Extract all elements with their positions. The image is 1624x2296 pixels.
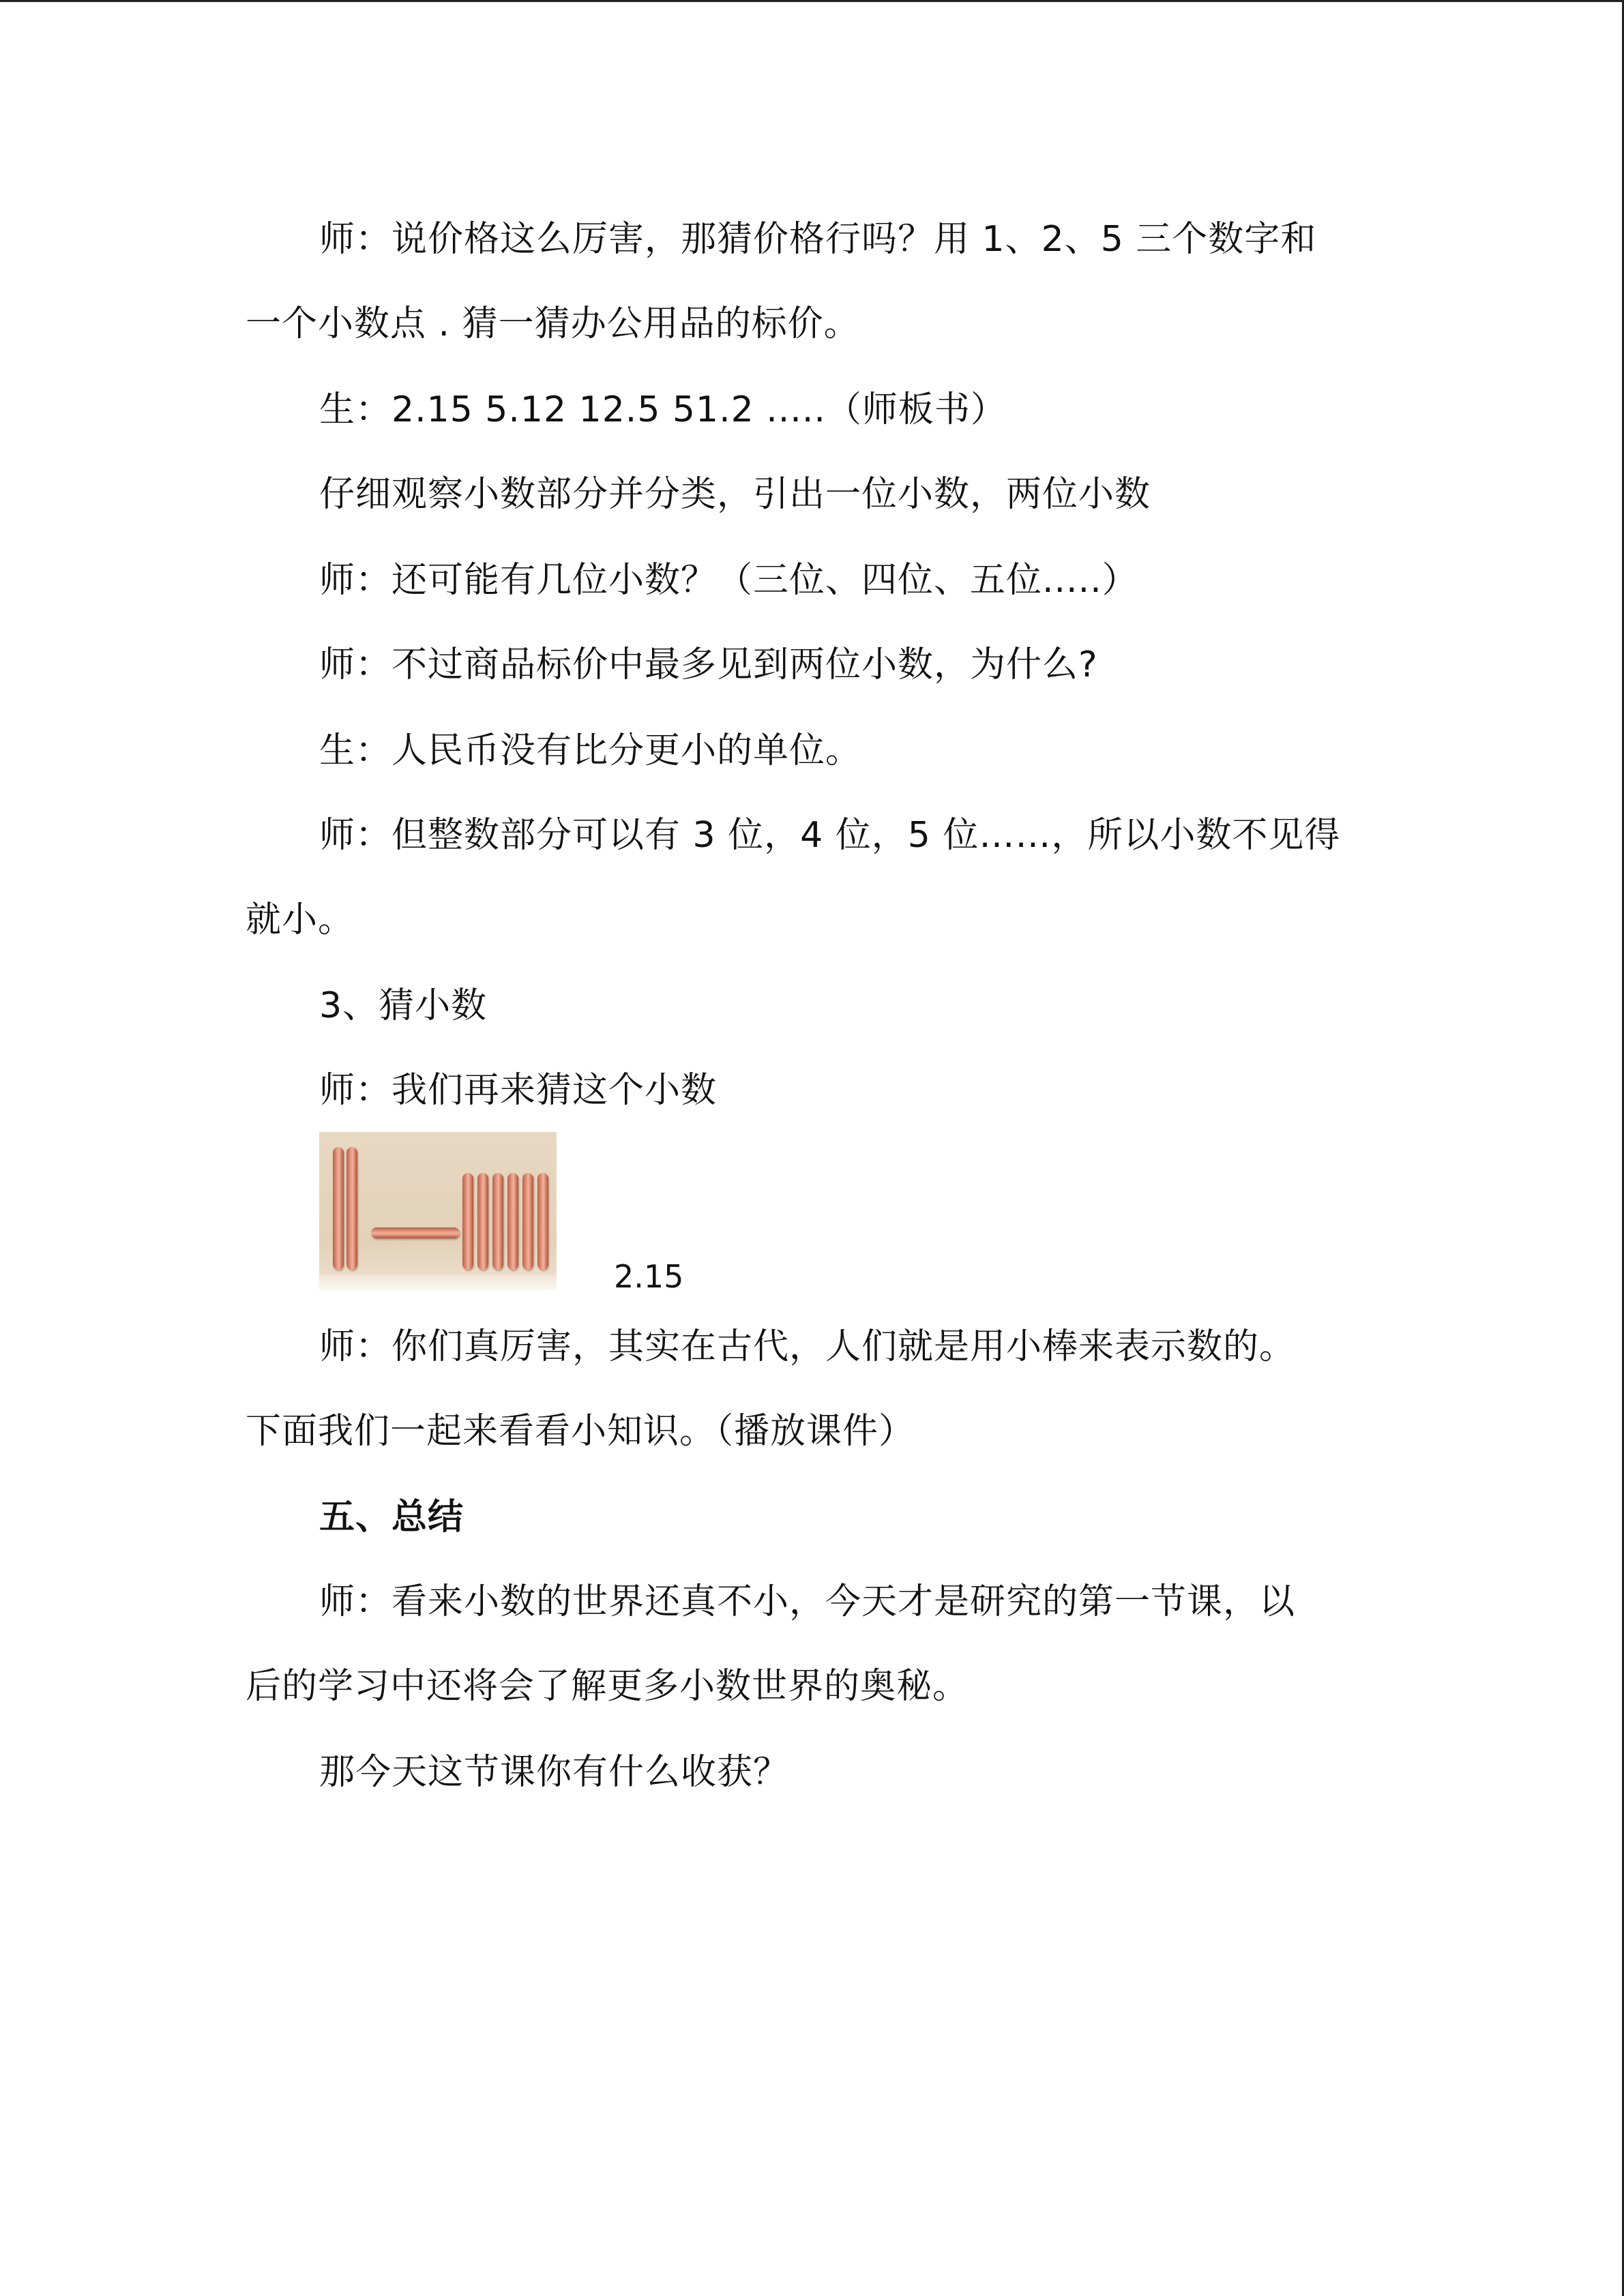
stick-vertical: [522, 1173, 533, 1270]
stick-vertical: [492, 1173, 503, 1270]
paragraph-line: 生：人民币没有比分更小的单位。: [319, 730, 862, 771]
figure-caption: 2.15: [614, 1258, 684, 1295]
paragraph-line: 仔细观察小数部分并分类，引出一位小数，两位小数: [319, 474, 1151, 515]
paragraph-line: 后的学习中还将会了解更多小数世界的奥秘。: [246, 1666, 969, 1707]
counting-sticks-image: [319, 1132, 557, 1290]
stick-vertical: [507, 1173, 518, 1270]
stick-vertical: [537, 1173, 548, 1270]
paragraph-line: 一个小数点 . 猜一猜办公用品的标价。: [246, 303, 860, 344]
paragraph-line: 师：说价格这么厉害，那猜价格行吗？用 1、2、5 三个数字和: [319, 219, 1317, 260]
paragraph-line: 师：你们真厉害，其实在古代，人们就是用小棒来表示数的。: [319, 1326, 1296, 1367]
stick-vertical: [346, 1147, 357, 1270]
stick-vertical: [477, 1173, 488, 1270]
paragraph-line: 下面我们一起来看看小知识。（播放课件）: [246, 1411, 915, 1452]
paragraph-line: 那今天这节课你有什么收获？: [319, 1752, 790, 1793]
paragraph-line: 师：不过商品标价中最多见到两位小数，为什么?: [319, 644, 1098, 685]
stick-vertical: [462, 1173, 473, 1270]
section-heading: 五、总结: [319, 1497, 464, 1538]
paragraph-line: 师：但整数部分可以有 3 位，4 位，5 位……，所以小数不见得: [319, 815, 1341, 856]
section-heading: 3、猜小数: [319, 985, 488, 1026]
paragraph-line: 生：2.15 5.12 12.5 51.2 .....（师板书）: [319, 389, 1007, 430]
paragraph-line: 就小。: [246, 899, 355, 940]
stick-vertical: [333, 1147, 344, 1270]
paragraph-line: 师：看来小数的世界还真不小，今天才是研究的第一节课，以: [319, 1581, 1296, 1622]
paragraph-line: 师：还可能有几位小数？（三位、四位、五位.....）: [319, 560, 1138, 601]
paragraph-line: 师：我们再来猜这个小数: [319, 1070, 718, 1111]
image-bottom-edge: [319, 1275, 557, 1290]
stick-horizontal: [371, 1227, 460, 1238]
